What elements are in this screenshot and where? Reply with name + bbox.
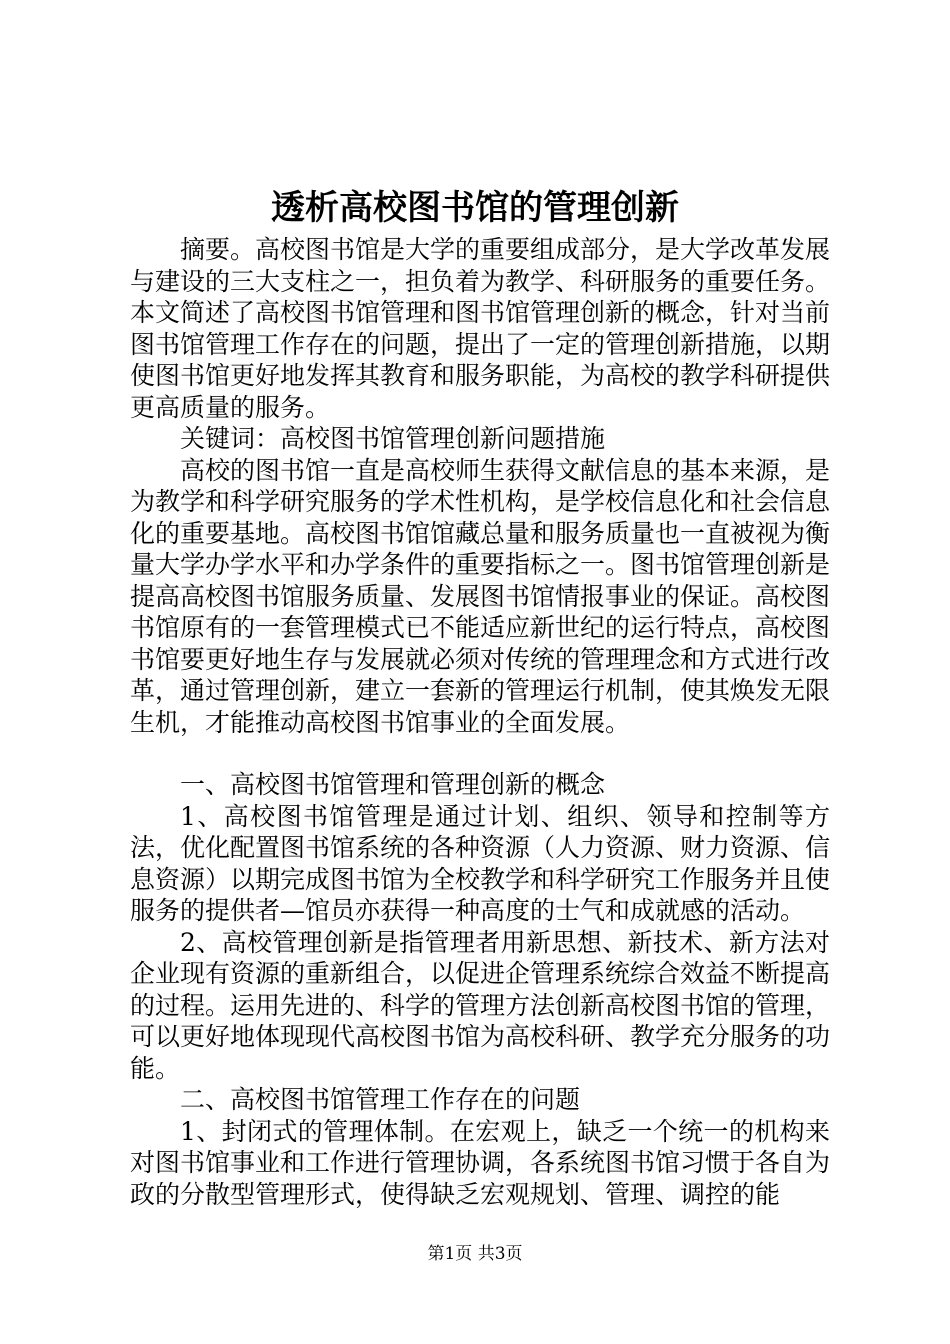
body-paragraph: 2、高校管理创新是指管理者用新思想、新技术、新方法对企业现有资源的重新组合，以促进企管理系统综合效益不断提高的过程。运用先进的、科学的管理方法创新高校图书馆的管理，可以更好地体现现代高校图书馆为高校科研、教学充分服务的功能。 <box>130 927 831 1083</box>
intro-paragraph: 高校的图书馆一直是高校师生获得文献信息的基本来源，是为教学和科学研究服务的学术性机构，是学校信息化和社会信息化的重要基地。高校图书馆馆藏总量和服务质量也一直被视为衡量大学办学水平和办学条件的重要指标之一。图书馆管理创新是提高高校图书馆服务质量、发展图书馆情报事业的保证。高校图书馆原有的一套管理模式已不能适应新世纪的运行特点，高校图书馆要更好地生存与发展就必须对传统的管理理念和方式进行改革，通过管理创新，建立一套新的管理运行机制，使其焕发无限生机，才能推动高校图书馆事业的全面发展。 <box>130 455 831 737</box>
section-heading-2: 二、高校图书馆管理工作存在的问题 <box>180 1085 581 1114</box>
section-heading-1: 一、高校图书馆管理和管理创新的概念 <box>180 770 606 799</box>
abstract-paragraph: 摘要。高校图书馆是大学的重要组成部分，是大学改革发展与建设的三大支柱之一，担负着为教学、科研服务的重要任务。本文简述了高校图书馆管理和图书馆管理创新的概念，针对当前图书馆管理工作存在的问题，提出了一定的管理创新措施，以期使图书馆更好地发挥其教育和服务职能，为高校的教学科研提供更高质量的服务。 <box>130 235 831 422</box>
body-paragraph: 1、高校图书馆管理是通过计划、组织、领导和控制等方法，优化配置图书馆系统的各种资源（人力资源、财力资源、信息资源）以期完成图书馆为全校教学和科学研究工作服务并且使服务的提供者—馆员亦获得一种高度的士气和成就感的活动。 <box>130 801 831 925</box>
page-number-footer: 第1页 共3页 <box>427 1244 523 1264</box>
keywords-paragraph: 关键词：高校图书馆管理创新问题措施 <box>180 424 606 453</box>
document-body <box>130 234 830 1210</box>
document-title: 透析高校图书馆的管理创新 <box>271 188 679 228</box>
body-paragraph: 1、封闭式的管理体制。在宏观上，缺乏一个统一的机构来对图书馆事业和工作进行管理协调，各系统图书馆习惯于各自为政的分散型管理形式，使得缺乏宏观规划、管理、调控的能 <box>130 1116 831 1209</box>
